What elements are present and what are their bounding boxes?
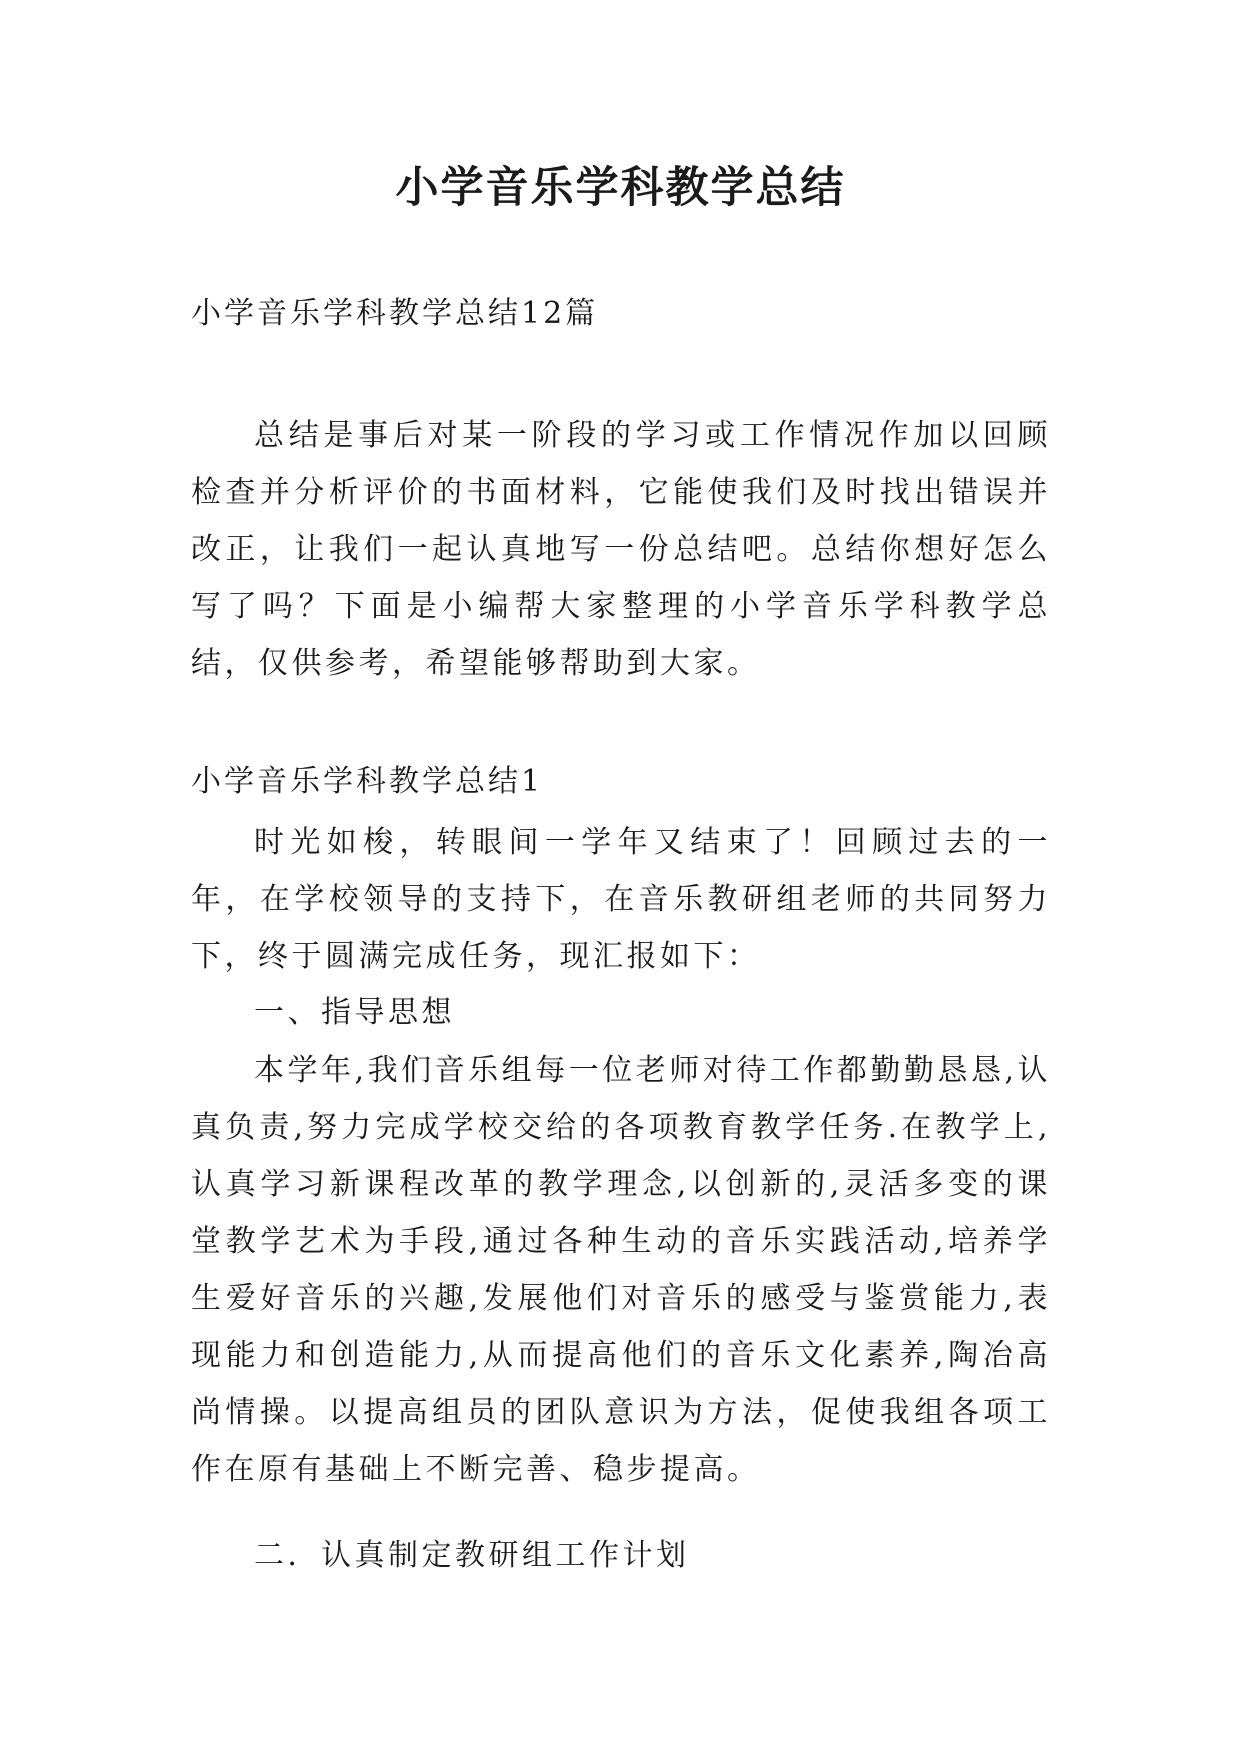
point-1-paragraph: 本学年,我们音乐组每一位老师对待工作都勤勤恳恳,认真负责,努力完成学校交给的各项教育教学任务.在教学上,认真学习新课程改革的教学理念,以创新的,灵活多变的课堂教学艺术为手段,通过各种生动的音乐实践活动,培养学生爱好音乐的兴趣,发展他们对音乐的感受与鉴赏能力,表现能力和创造能力,从而提高他们的音乐文化素养,陶冶高尚情操。以提高组员的团队意识为方法，促使我组各项工作在原有基础上不断完善、稳步提高。 <box>191 1053 1051 1487</box>
intro-paragraph: 总结是事后对某一阶段的学习或工作情况作加以回顾检查并分析评价的书面材料，它能使我们及时找出错误并改正，让我们一起认真地写一份总结吧。总结你想好怎么写了吗？下面是小编帮大家整理的小学音乐学科教学总结，仅供参考，希望能够帮助到大家。 <box>191 418 1051 681</box>
point-2-heading: 二．认真制定教研组工作计划 <box>254 1538 690 1573</box>
document-subtitle: 小学音乐学科教学总结12篇 <box>191 296 599 331</box>
opening-paragraph: 时光如梭，转眼间一学年又结束了！回顾过去的一年，在学校领导的支持下，在音乐教研组老师的共同努力下，终于圆满完成任务，现汇报如下： <box>191 825 1051 974</box>
document-title: 小学音乐学科教学总结 <box>395 163 846 213</box>
point-1-heading: 一、指导思想 <box>254 995 455 1030</box>
section-heading: 小学音乐学科教学总结1 <box>191 764 544 799</box>
